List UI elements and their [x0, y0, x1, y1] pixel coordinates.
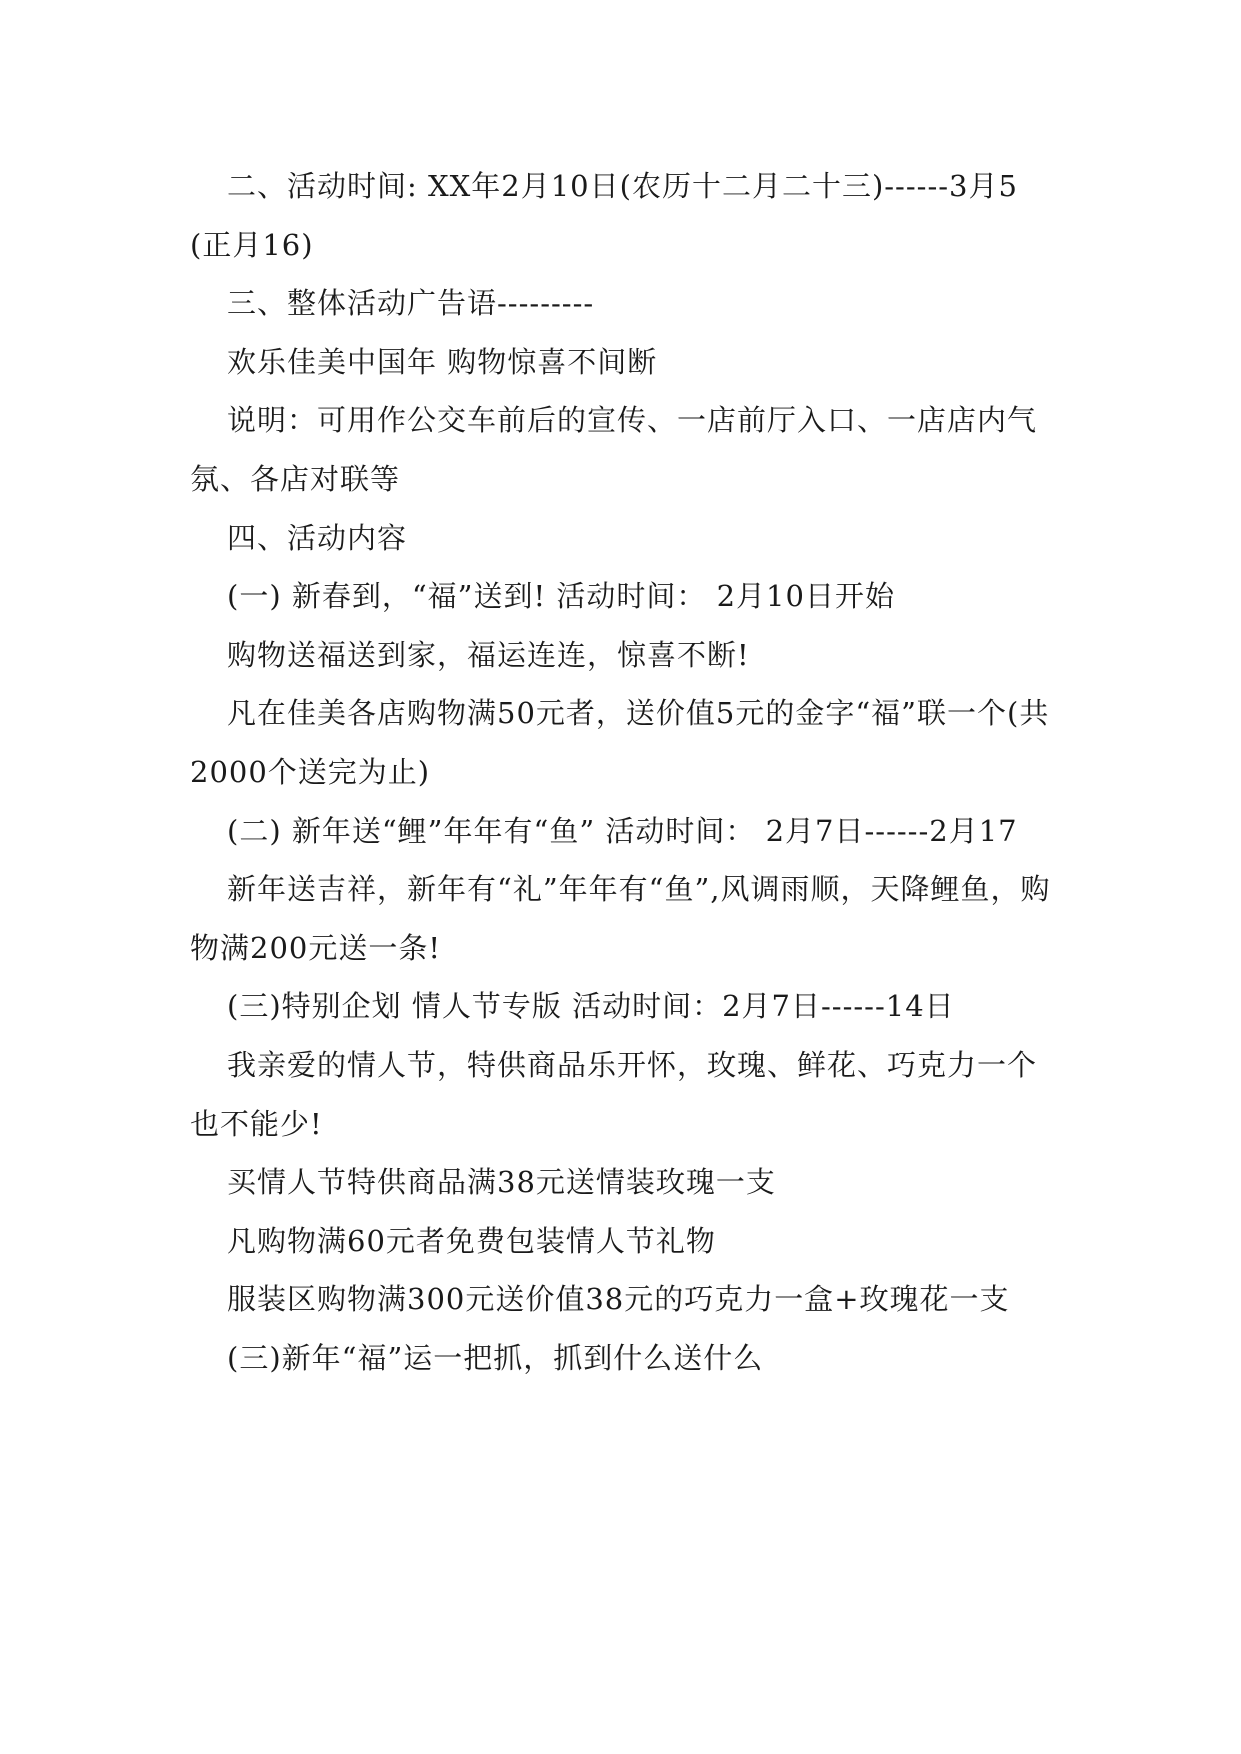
document-body [190, 157, 1052, 1387]
paragraph-event-1-title: (一) 新春到，“福”送到! 活动时间： 2月10日开始 [227, 579, 895, 614]
paragraph-slogan-heading: 三、整体活动广告语--------- [227, 286, 595, 321]
paragraph-event-3-tagline: 我亲爱的情人节，特供商品乐开怀，玫瑰、鲜花、巧克力一个也不能少! [190, 1047, 1038, 1141]
paragraph-slogan-usage: 说明：可用作公交车前后的宣传、一店前厅入口、一店店内气氛、各店对联等 [190, 403, 1038, 496]
paragraph-event-3-offer-1: 买情人节特供商品满38元送情装玫瑰一支 [227, 1165, 776, 1200]
paragraph-activity-time: 二、活动时间: XX年2月10日(农历十二月二十三)------3月5(正月16) [190, 169, 1018, 262]
paragraph-event-1-tagline: 购物送福送到家，福运连连，惊喜不断! [227, 637, 750, 672]
paragraph-event-4-title: (三)新年“福”运一把抓，抓到什么送什么 [227, 1340, 764, 1375]
paragraph-content-heading: 四、活动内容 [227, 520, 408, 555]
paragraph-event-3-title: (三)特别企划 情人节专版 活动时间：2月7日------14日 [227, 989, 955, 1024]
paragraph-event-2-title: (二) 新年送“鲤”年年有“鱼” 活动时间： 2月7日------2月17 [227, 813, 1018, 848]
paragraph-slogan: 欢乐佳美中国年 购物惊喜不间断 [227, 344, 658, 379]
paragraph-event-2-detail: 新年送吉祥，新年有“礼”年年有“鱼”,风调雨顺，天降鲤鱼，购物满200元送一条! [190, 872, 1051, 965]
paragraph-event-1-detail: 凡在佳美各店购物满50元者，送价值5元的金字“福”联一个(共2000个送完为止) [190, 696, 1050, 789]
paragraph-event-3-offer-2: 凡购物满60元者免费包装情人节礼物 [227, 1223, 716, 1258]
paragraph-event-3-offer-3: 服装区购物满300元送价值38元的巧克力一盒+玫瑰花一支 [227, 1282, 1010, 1317]
